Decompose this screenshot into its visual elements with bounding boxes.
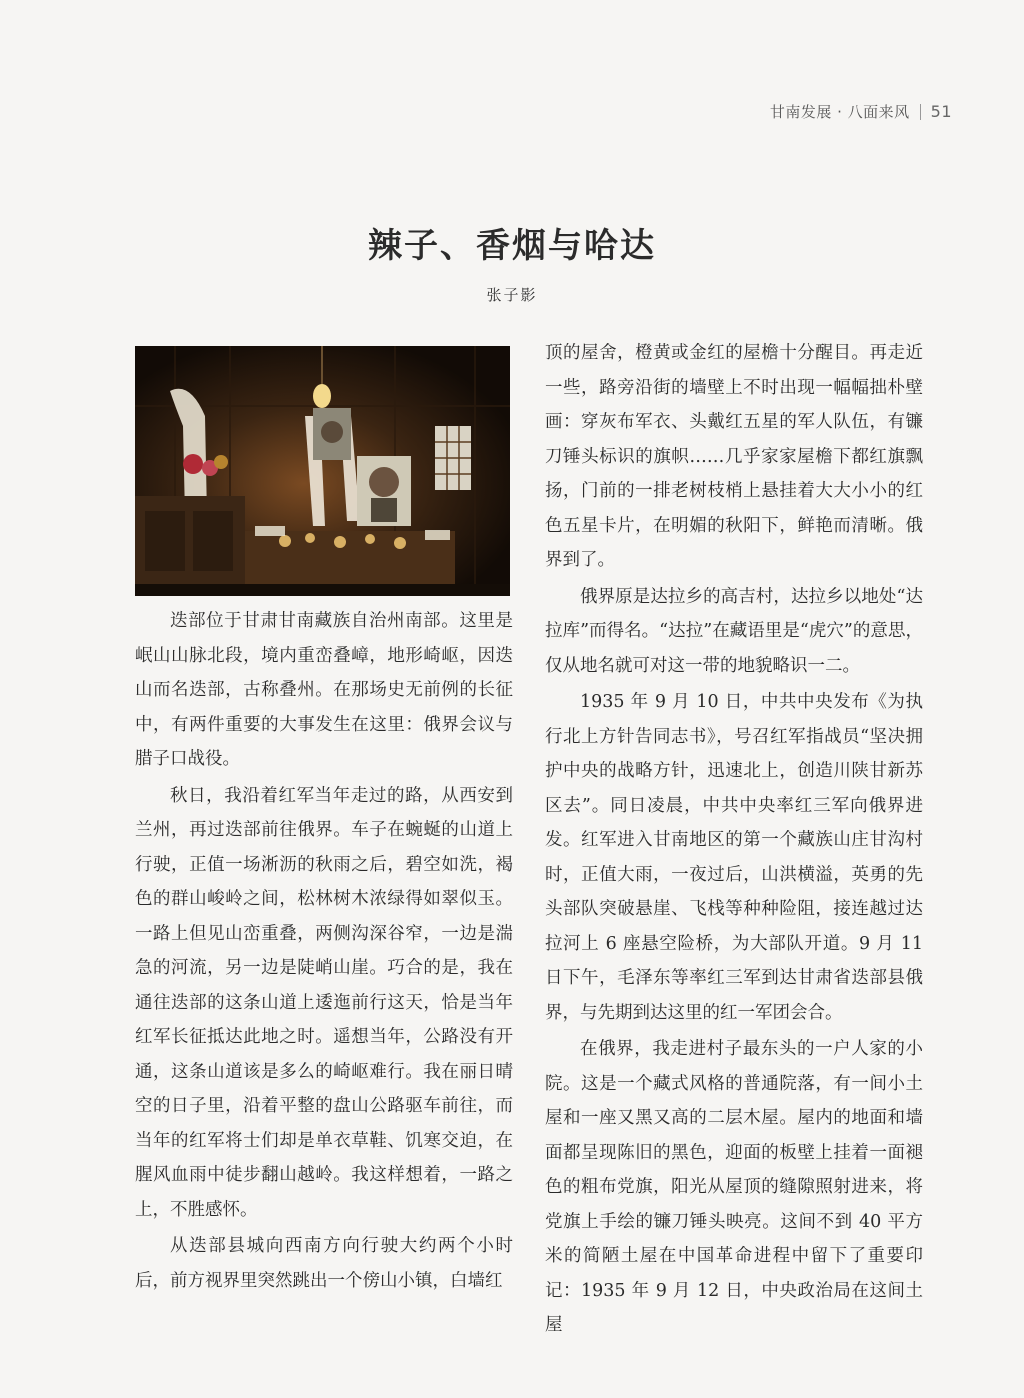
right-column (545, 336, 923, 1345)
paragraph: 俄界原是达拉乡的高吉村，达拉乡以地处“达拉库”而得名。“达拉”在藏语里是“虎穴”的意思，仅从地名就可对这一带的地貌略识一二。 (545, 586, 923, 676)
photo-interior-icon (135, 346, 510, 596)
running-head (770, 101, 952, 122)
paragraph: 秋日，我沿着红军当年走过的路，从西安到兰州，再过迭部前往俄界。车子在蜿蜒的山道上行驶，正值一场淅沥的秋雨之后，碧空如洗，褐色的群山峻岭之间，松林树木浓绿得如翠似玉。一路上但见山峦重叠，两侧沟深谷窄，一边是湍急的河流，另一边是陡峭山崖。巧合的是，我在通往迭部的这条山道上逶迤前行这天，恰是当年红军长征抵达此地之时。遥想当年，公路没有开通，这条山道该是多么的崎岖难行。我在丽日晴空的日子里，沿着平整的盘山公路驱车前往，而当年的红军将士们却是单衣草鞋、饥寒交迫，在腥风血雨中徒步翻山越岭。我这样想着，一路之上，不胜感怀。 (135, 785, 513, 1220)
header-divider (920, 104, 921, 120)
left-column (135, 604, 513, 1300)
paragraph: 迭部位于甘肃甘南藏族自治州南部。这里是岷山山脉北段，境内重峦叠嶂，地形崎岖，因迭山而名迭部，古称叠州。在那场史无前例的长征中，有两件重要的大事发生在这里：俄界会议与腊子口战役。 (135, 611, 513, 769)
article-title: 辣子、香烟与哈达 (368, 226, 656, 266)
article-photo (135, 346, 510, 596)
paragraph: 1935 年 9 月 10 日，中共中央发布《为执行北上方针告同志书》，号召红军指战员“坚决拥护中央的战略方针，迅速北上，创造川陕甘新苏区去”。同日凌晨，中共中央率红三军向俄界进发。红军进入甘南地区的第一个藏族山庄甘沟村时，正值大雨，一夜过后，山洪横溢，英勇的先头部队突破悬崖、飞栈等种种险阻，接连越过达拉河上 6 座悬空险桥，为大部队开道。9 月 11 日下午，毛泽东等率红三军到达甘肃省迭部县俄界，与先期到达这里的红一军团会合。 (545, 692, 923, 1023)
paragraph: 在俄界，我走进村子最东头的一户人家的小院。这是一个藏式风格的普通院落，有一间小土屋和一座又黑又高的二层木屋。屋内的地面和墙面都呈现陈旧的黑色，迎面的板壁上挂着一面褪色的粗布党旗，阳光从屋顶的缝隙照射进来，将党旗上手绘的镰刀锤头映亮。这间不到 40 平方米的简陋土屋在中国革命进程中留下了重要印记：1935 年 9 月 12 日，中央政治局在这间土屋 (545, 1039, 923, 1335)
article-author: 张子影 (486, 286, 538, 304)
page-number: 51 (930, 102, 952, 121)
paragraph: 从迭部县城向西南方向行驶大约两个小时后，前方视界里突然跳出一个傍山小镇，白墙红 (135, 1236, 513, 1291)
section-title: 甘南发展 · 八面来风 (769, 103, 910, 121)
paragraph: 顶的屋舍，橙黄或金红的屋檐十分醒目。再走近一些，路旁沿街的墙壁上不时出现一幅幅拙朴壁画：穿灰布军衣、头戴红五星的军人队伍，有镰刀锤头标识的旗帜……几乎家家屋檐下都红旗飘扬，门前的一排老树枝梢上悬挂着大大小小的红色五星卡片，在明媚的秋阳下，鲜艳而清晰。俄界到了。 (545, 343, 923, 570)
